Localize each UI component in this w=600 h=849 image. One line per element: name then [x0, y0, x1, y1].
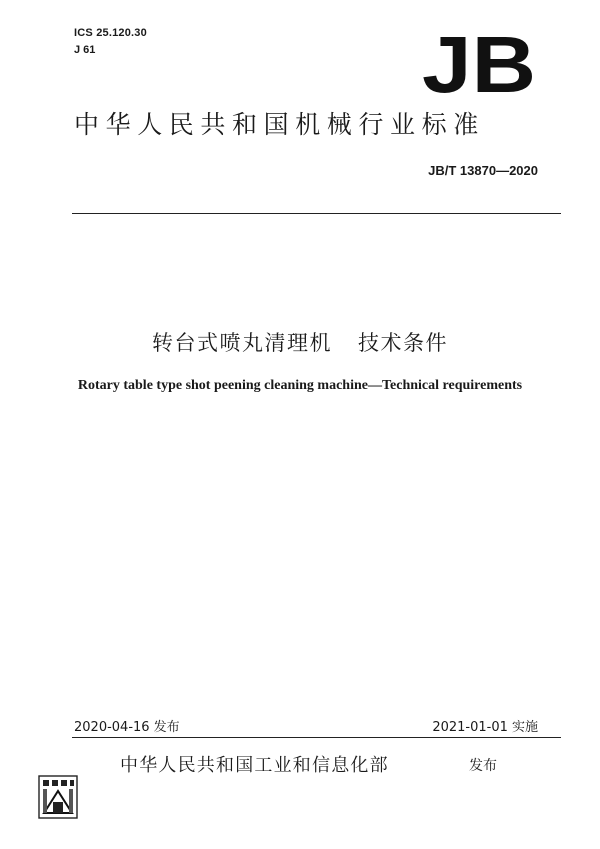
standard-number: JB/T 13870—2020	[428, 163, 538, 178]
issuing-authority: 中华人民共和国工业和信息化部	[120, 755, 389, 776]
top-divider	[72, 213, 561, 214]
implementation-date: 2021-01-01 实施	[432, 720, 538, 735]
standard-category-title: 中华人民共和国机械行业标准	[74, 110, 485, 139]
title-chinese-part2: 技术条件	[358, 331, 448, 355]
publisher-emblem-icon	[38, 775, 78, 819]
document-title-chinese	[0, 327, 600, 357]
jb-logo-text: JB	[422, 28, 536, 98]
document-title-english: Rotary table type shot peening cleaning machine—Technical requirements	[77, 378, 523, 393]
jb-logo	[420, 28, 538, 98]
ics-code: ICS 25.120.30	[74, 27, 147, 39]
issuing-authority-suffix: 发布	[469, 758, 497, 774]
publish-date: 2020-04-16 发布	[74, 720, 180, 735]
title-chinese-part1: 转台式喷丸清理机	[152, 331, 332, 355]
bottom-divider	[72, 737, 561, 738]
ccs-code: J 61	[74, 44, 96, 56]
